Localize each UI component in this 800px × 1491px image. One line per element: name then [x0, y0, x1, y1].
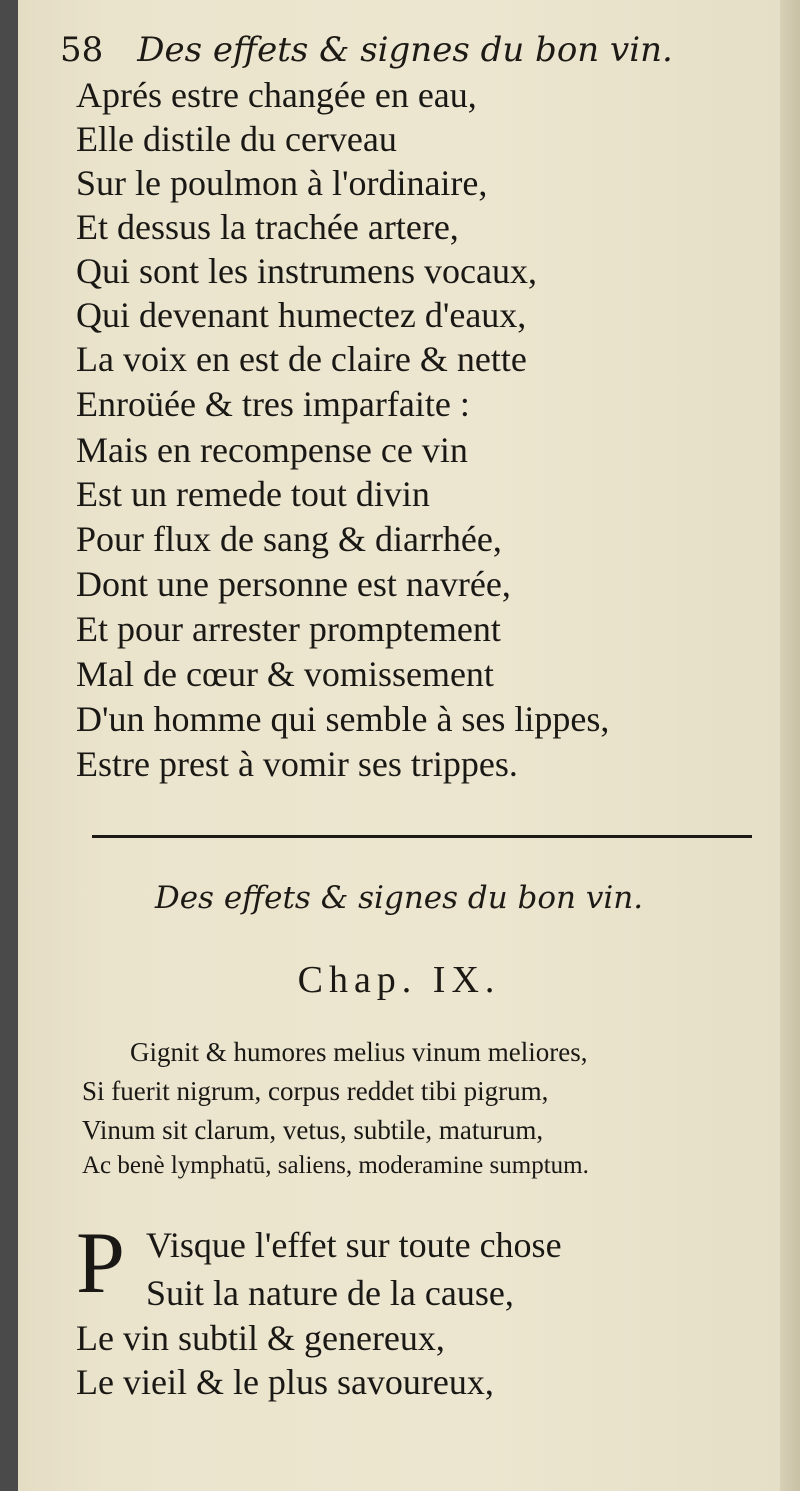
- latin-verse-line: Vinum sit clarum, vetus, subtile, maturum,: [82, 1115, 544, 1145]
- verse-line: Aprés estre changée en eau,: [76, 75, 477, 115]
- facing-page-edge: [780, 0, 800, 1491]
- verse-line: Suit la nature de la cause,: [146, 1273, 514, 1313]
- verse-line: Et dessus la trachée artere,: [76, 207, 459, 247]
- verse-line: La voix en est de claire & nette: [76, 339, 527, 379]
- drop-cap: P: [76, 1215, 125, 1312]
- verse-line: Sur le poulmon à l'ordinaire,: [76, 163, 488, 203]
- running-title: Des effets & signes du bon vin.: [137, 30, 673, 70]
- verse-line: Elle distile du cerveau: [76, 119, 397, 159]
- verse-line: Pour flux de sang & diarrhée,: [76, 519, 502, 559]
- page-number: 58: [60, 30, 104, 70]
- verse-line: Le vin subtil & genereux,: [76, 1318, 445, 1358]
- verse-line: Qui sont les instrumens vocaux,: [76, 251, 537, 291]
- verse-line: Mal de cœur & vomissement: [76, 654, 494, 694]
- verse-line: Dont une personne est navrée,: [76, 564, 511, 604]
- verse-line: Enroüée & tres imparfaite :: [76, 384, 470, 424]
- latin-verse-line: Si fuerit nigrum, corpus reddet tibi pigrum,: [82, 1076, 549, 1106]
- book-page: [18, 0, 780, 1491]
- section-title: Des effets & signes du bon vin.: [154, 880, 644, 916]
- verse-line: Le vieil & le plus savoureux,: [76, 1362, 494, 1402]
- section-divider: [92, 835, 752, 838]
- verse-line: Et pour arrester promptement: [76, 609, 501, 649]
- chapter-heading: Chap. IX.: [297, 959, 501, 1001]
- verse-line: Qui devenant humectez d'eaux,: [76, 295, 527, 335]
- verse-line: Mais en recompense ce vin: [76, 430, 468, 470]
- verse-line: Estre prest à vomir ses trippes.: [76, 744, 518, 784]
- verse-line: Est un remede tout divin: [76, 474, 430, 514]
- latin-verse-line: Gignit & humores melius vinum meliores,: [130, 1037, 588, 1067]
- verse-line: D'un homme qui semble à ses lippes,: [76, 699, 610, 739]
- latin-verse-line: Ac benè lymphatū, saliens, moderamine sumptum.: [82, 1152, 589, 1179]
- verse-line: Visque l'effet sur toute chose: [146, 1225, 562, 1265]
- running-header: [60, 30, 673, 70]
